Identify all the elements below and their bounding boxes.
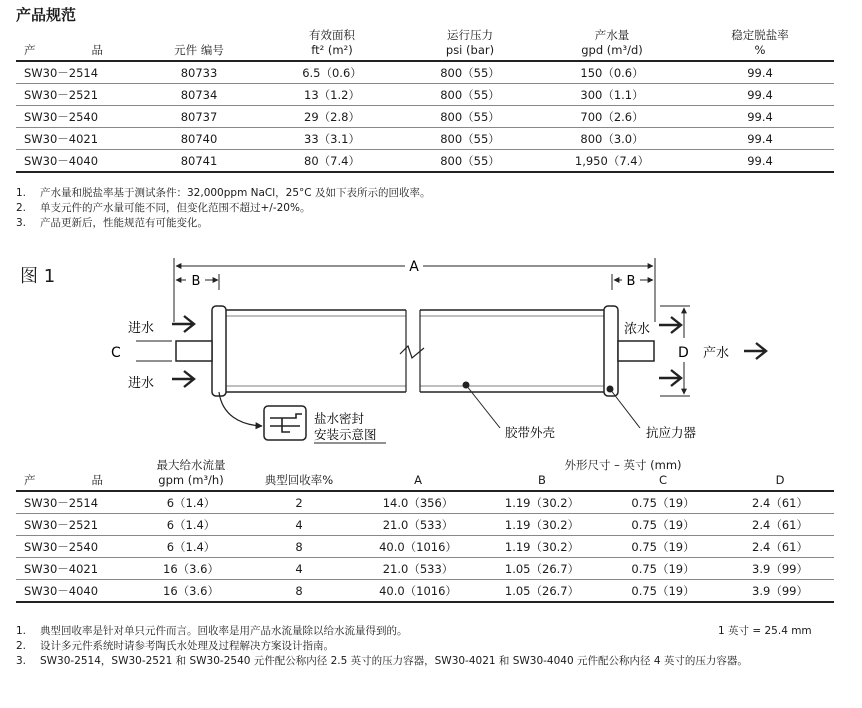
seal-label-line2: 安装示意图 — [314, 427, 377, 442]
spec-cell-flow: 800（3.0） — [538, 128, 686, 150]
dim-cell-feed: 16（3.6） — [136, 580, 246, 603]
spec-cell-element: 80734 — [136, 84, 262, 106]
feed-bottom-label: 进水 — [128, 376, 155, 391]
dim-cell-d: 2.4（61） — [726, 536, 834, 558]
anti-telescoping-label: 抗应力器 — [646, 425, 697, 440]
note-number: 1. — [16, 187, 27, 199]
note-text: 设计多元件系统时请参考陶氏水处理及过程解决方案设计指南。 — [40, 640, 334, 652]
dim-cell-feed: 6（1.4） — [136, 514, 246, 536]
spec-cell-rejection: 99.4 — [686, 150, 834, 173]
spec-cell-area: 33（3.1） — [262, 128, 402, 150]
right-end-cap — [604, 306, 618, 396]
permeate-arrow-icon — [744, 343, 766, 359]
tape-shell-label: 胶带外壳 — [505, 425, 556, 440]
spec-cell-product: SW30－4021 — [16, 128, 136, 150]
table-row — [16, 491, 834, 514]
dim-cell-c: 0.75（19） — [600, 580, 726, 603]
table-row — [16, 558, 834, 580]
dim-cell-feed: 6（1.4） — [136, 491, 246, 514]
table-row — [16, 61, 834, 84]
rejection-header-line2: % — [686, 43, 834, 61]
figure-label: 图 1 — [20, 266, 56, 287]
col-a-header: A — [352, 473, 484, 491]
note-text: 产品更新后，性能规范有可能变化。 — [40, 217, 208, 229]
dim-cell-b: 1.19（30.2） — [484, 514, 600, 536]
note-text: 单支元件的产水量可能不同，但变化范围不超过+/-20%。 — [40, 202, 311, 214]
spec-cell-area: 29（2.8） — [262, 106, 402, 128]
dimensions-header: 外形尺寸 – 英寸 (mm) — [564, 458, 682, 472]
spec-cell-product: SW30－2521 — [16, 84, 136, 106]
left-permeate-tube — [176, 341, 212, 361]
note-number: 3. — [16, 217, 27, 229]
element-header: 元件 编号 — [136, 43, 262, 61]
feed-bottom-arrow-icon — [172, 371, 194, 387]
note-number: 2. — [16, 202, 27, 214]
note-item — [16, 639, 842, 654]
dim-a-label: A — [409, 259, 419, 275]
note-number: 2. — [16, 640, 27, 652]
seal-detail-icon — [264, 406, 306, 440]
concentrate-label: 浓水 — [624, 322, 651, 337]
spec-cell-flow: 1,950（7.4） — [538, 150, 686, 173]
dim-cell-b: 1.19（30.2） — [484, 491, 600, 514]
dim-cell-d: 3.9（99） — [726, 558, 834, 580]
spec-notes — [16, 186, 836, 231]
area-header-line2: ft² (m²) — [262, 43, 402, 61]
spec-cell-area: 13（1.2） — [262, 84, 402, 106]
table-row — [16, 536, 834, 558]
spec-cell-pressure: 800（55） — [402, 106, 538, 128]
dim-cell-b: 1.19（30.2） — [484, 536, 600, 558]
dim-cell-feed: 16（3.6） — [136, 558, 246, 580]
pressure-header-line1: 运行压力 — [447, 28, 493, 42]
product-header — [16, 43, 136, 61]
dim-cell-a: 14.0（356） — [352, 491, 484, 514]
spec-cell-product: SW30－4040 — [16, 150, 136, 173]
table-row — [16, 128, 834, 150]
dim-b-left-label: B — [191, 274, 201, 289]
spec-cell-flow: 700（2.6） — [538, 106, 686, 128]
left-end-cap — [212, 306, 226, 396]
dim-product-header-b: 品 — [91, 473, 103, 487]
dim-cell-b: 1.05（26.7） — [484, 558, 600, 580]
feed-top-label: 进水 — [128, 321, 155, 336]
col-c-header: C — [600, 473, 726, 491]
dim-cell-a: 40.0（1016） — [352, 580, 484, 603]
page-title: 产品规范 — [16, 6, 77, 24]
dim-cell-d: 3.9（99） — [726, 580, 834, 603]
note-text: 典型回收率是针对单只元件而言。回收率是用产品水流量除以给水流量得到的。 — [40, 625, 408, 637]
recovery-header: 典型回收率% — [246, 473, 352, 491]
spec-cell-element: 80740 — [136, 128, 262, 150]
rejection-header-line1: 稳定脱盐率 — [731, 28, 789, 42]
note-item — [16, 201, 836, 216]
spec-cell-pressure: 800（55） — [402, 128, 538, 150]
product-header-a: 产 — [24, 43, 36, 57]
dim-cell-recovery: 4 — [246, 558, 352, 580]
spec-cell-element: 80733 — [136, 61, 262, 84]
max-feed-header-line2: gpm (m³/h) — [136, 473, 246, 491]
concentrate-bottom-arrow-icon — [659, 370, 681, 386]
dim-cell-recovery: 8 — [246, 536, 352, 558]
unit-note: 1 英寸 = 25.4 mm — [718, 625, 812, 637]
pressure-header-line2: psi (bar) — [402, 43, 538, 61]
table-row — [16, 514, 834, 536]
dim-product-header — [16, 473, 136, 491]
dim-cell-c: 0.75（19） — [600, 558, 726, 580]
element-diagram — [0, 250, 862, 455]
concentrate-arrow-icon — [659, 317, 681, 333]
dim-b-right-label: B — [626, 274, 636, 289]
spec-cell-pressure: 800（55） — [402, 150, 538, 173]
spec-cell-flow: 150（0.6） — [538, 61, 686, 84]
seal-label-line1: 盐水密封 — [314, 411, 365, 426]
col-d-header: D — [726, 473, 834, 491]
dim-cell-a: 21.0（533） — [352, 514, 484, 536]
dim-cell-c: 0.75（19） — [600, 536, 726, 558]
dim-cell-recovery: 2 — [246, 491, 352, 514]
feed-top-arrow-icon — [172, 316, 194, 332]
dim-cell-recovery: 8 — [246, 580, 352, 603]
dim-cell-a: 40.0（1016） — [352, 536, 484, 558]
dim-cell-c: 0.75（19） — [600, 514, 726, 536]
table-row — [16, 580, 834, 603]
dim-cell-product: SW30－2521 — [16, 514, 136, 536]
permeate-label: 产水 — [703, 346, 730, 361]
flow-header-line1: 产水量 — [594, 28, 630, 42]
table-row — [16, 106, 834, 128]
dim-cell-product: SW30－4040 — [16, 580, 136, 603]
note-item — [16, 186, 836, 201]
spec-cell-rejection: 99.4 — [686, 61, 834, 84]
spec-cell-rejection: 99.4 — [686, 106, 834, 128]
dimension-table — [16, 458, 834, 603]
note-text: 产水量和脱盐率基于测试条件：32,000ppm NaCl，25°C 及如下表所示的回收率。 — [40, 187, 431, 199]
dim-d-label: D — [678, 345, 689, 361]
spec-cell-flow: 300（1.1） — [538, 84, 686, 106]
table-row — [16, 84, 834, 106]
dim-cell-d: 2.4（61） — [726, 491, 834, 514]
dim-product-header-a: 产 — [24, 473, 36, 487]
max-feed-header-line1: 最大给水流量 — [156, 458, 226, 472]
dim-c-label: C — [111, 345, 121, 361]
dim-cell-product: SW30－2540 — [16, 536, 136, 558]
spec-cell-product: SW30－2540 — [16, 106, 136, 128]
flow-header-line2: gpd (m³/d) — [538, 43, 686, 61]
dim-cell-recovery: 4 — [246, 514, 352, 536]
spec-cell-pressure: 800（55） — [402, 84, 538, 106]
dim-cell-a: 21.0（533） — [352, 558, 484, 580]
dim-cell-product: SW30－2514 — [16, 491, 136, 514]
dim-cell-b: 1.05（26.7） — [484, 580, 600, 603]
spec-cell-element: 80737 — [136, 106, 262, 128]
product-header-b: 品 — [91, 43, 103, 57]
spec-cell-area: 6.5（0.6） — [262, 61, 402, 84]
spec-cell-product: SW30－2514 — [16, 61, 136, 84]
spec-cell-rejection: 99.4 — [686, 84, 834, 106]
spec-cell-pressure: 800（55） — [402, 61, 538, 84]
dim-cell-d: 2.4（61） — [726, 514, 834, 536]
spec-cell-rejection: 99.4 — [686, 128, 834, 150]
note-item — [16, 654, 842, 669]
area-header-line1: 有效面积 — [309, 28, 355, 42]
dim-cell-product: SW30－4021 — [16, 558, 136, 580]
col-b-header: B — [484, 473, 600, 491]
dim-cell-c: 0.75（19） — [600, 491, 726, 514]
note-item — [16, 216, 836, 231]
right-permeate-tube — [618, 341, 654, 361]
note-text: SW30-2514，SW30-2521 和 SW30-2540 元件配公称内径 2.5 英寸的压力容器，SW30-4021 和 SW30-4040 元件配公称内径 4 英寸的压力容器。 — [40, 655, 748, 667]
table-row — [16, 150, 834, 173]
dim-cell-feed: 6（1.4） — [136, 536, 246, 558]
spec-cell-element: 80741 — [136, 150, 262, 173]
note-number: 1. — [16, 625, 27, 637]
spec-table — [16, 28, 834, 173]
note-number: 3. — [16, 655, 27, 667]
spec-cell-area: 80（7.4） — [262, 150, 402, 173]
